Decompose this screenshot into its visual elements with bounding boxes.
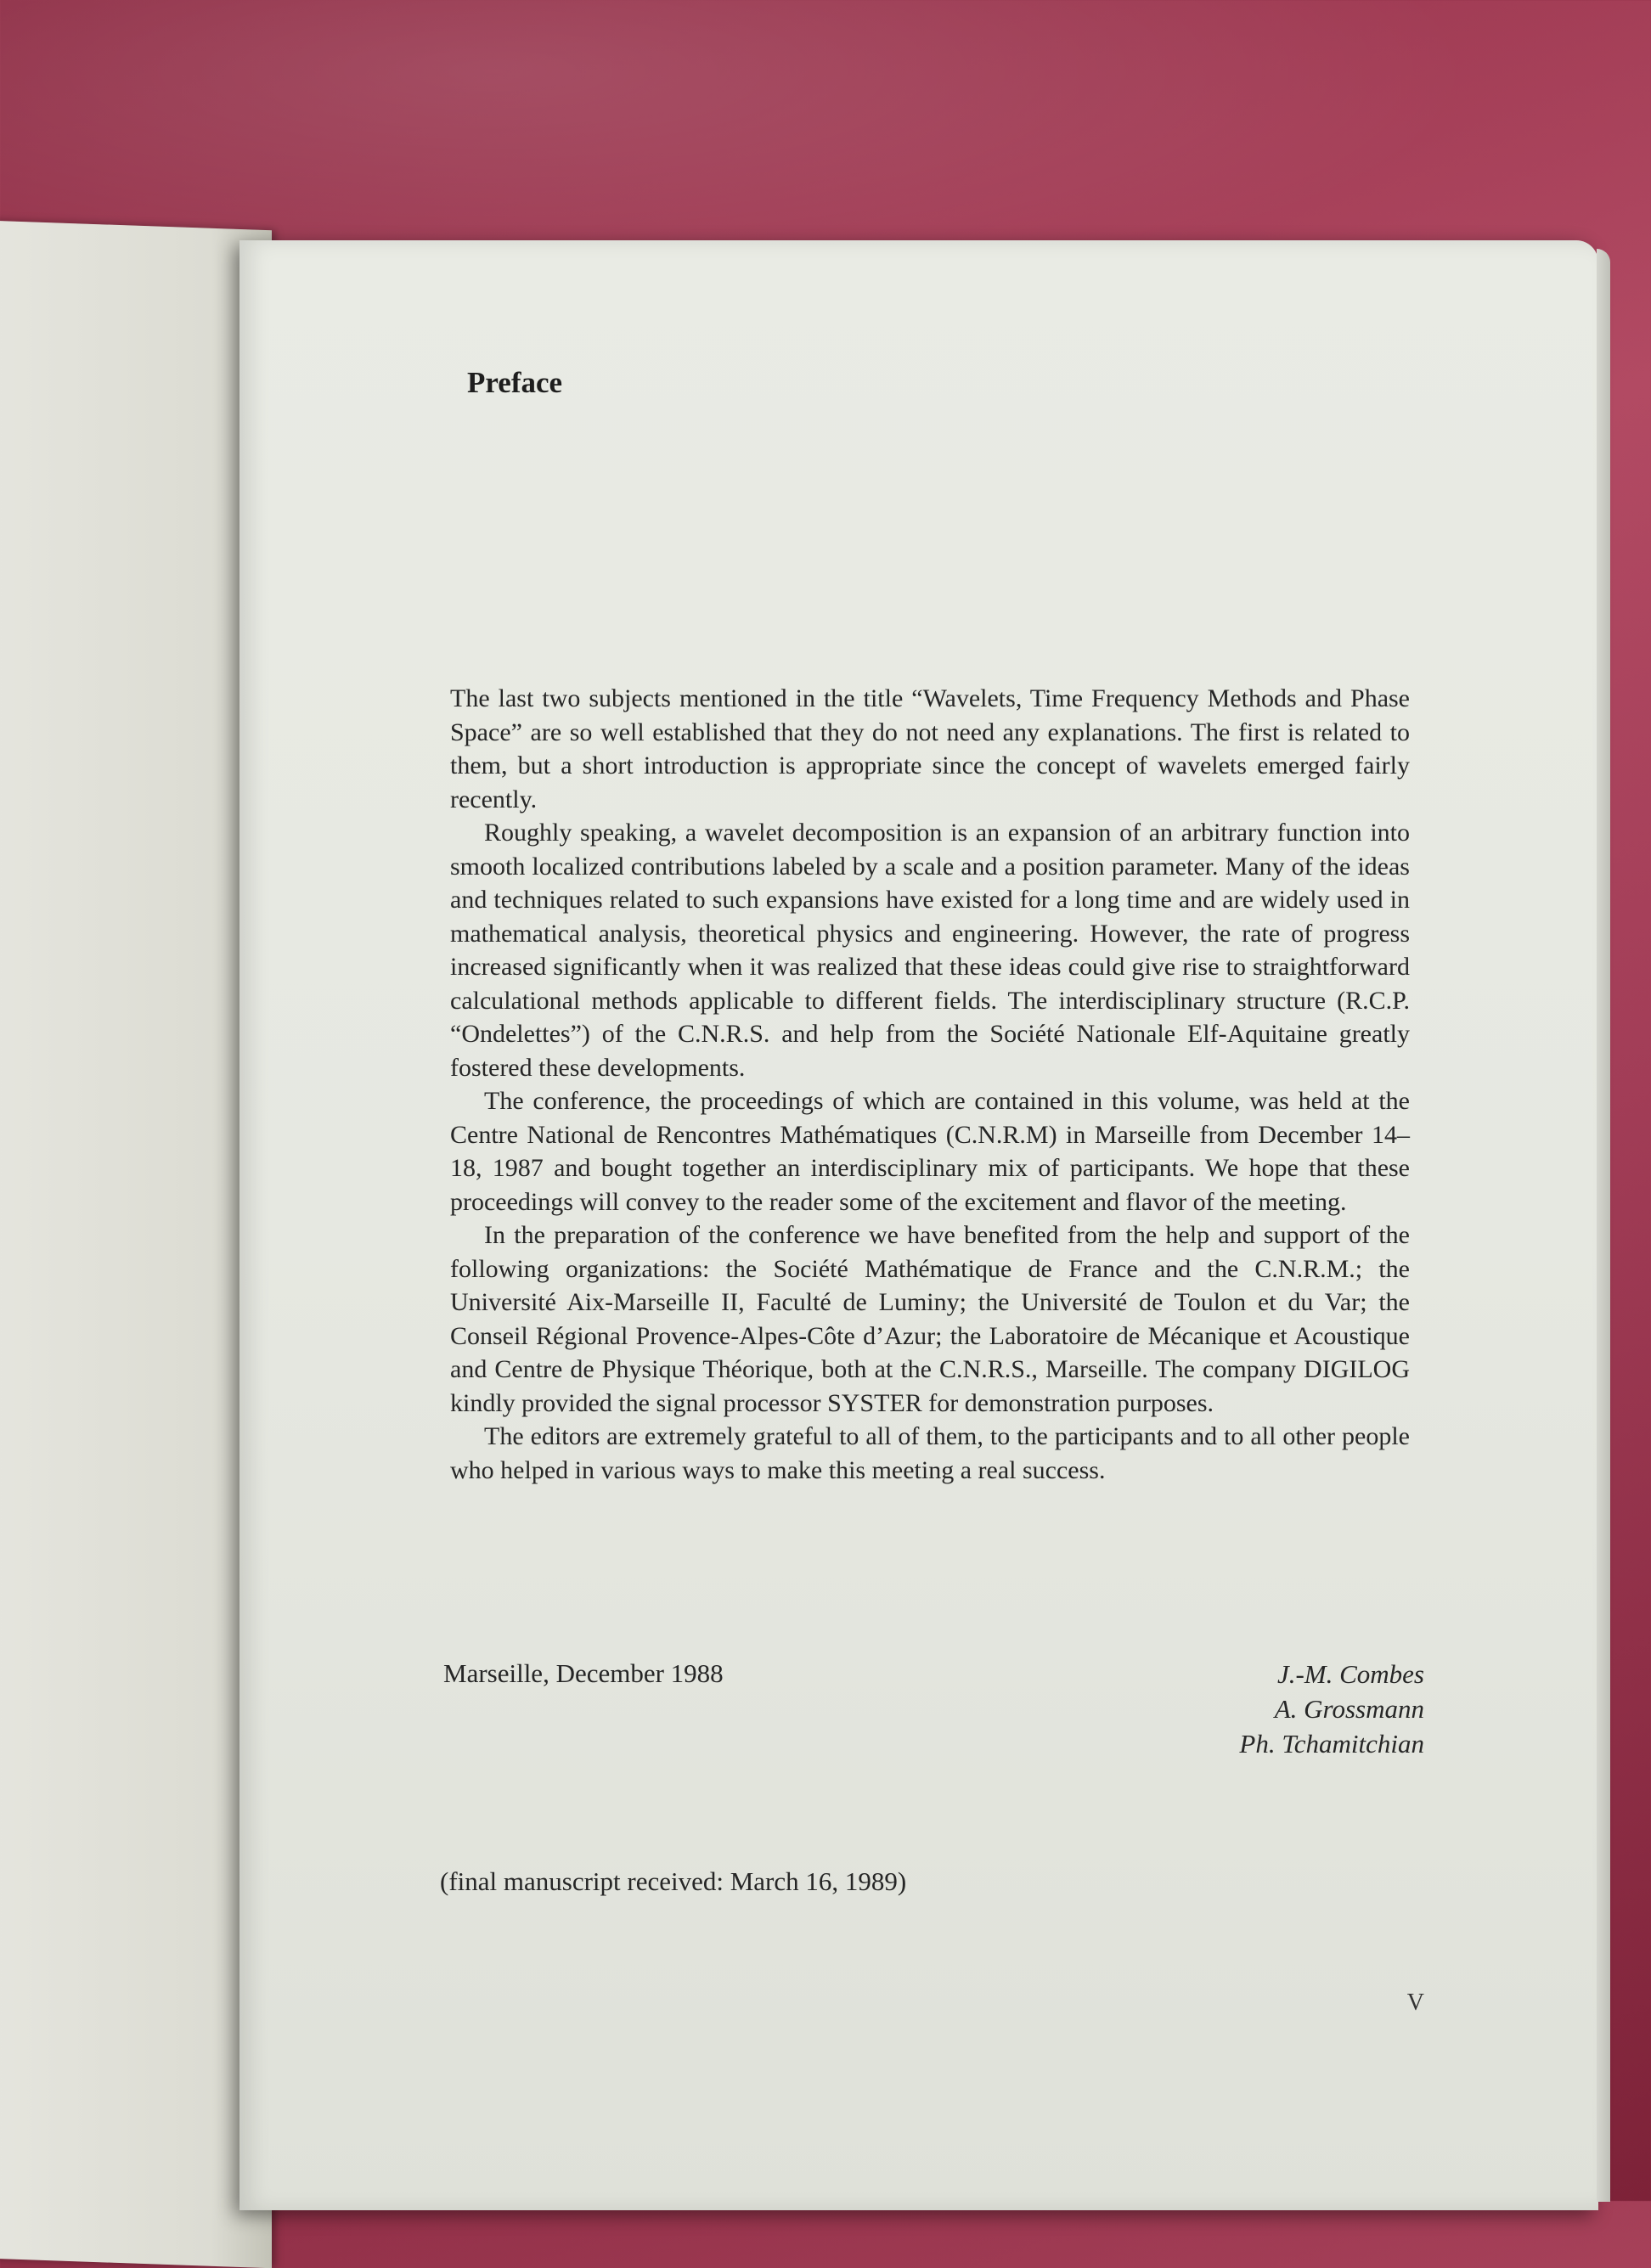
page-number: V bbox=[1406, 1989, 1424, 2016]
signatory-name: Ph. Tchamitchian bbox=[1239, 1729, 1424, 1759]
signatory-name: A. Grossmann bbox=[1274, 1694, 1424, 1724]
paragraph: The editors are extremely grateful to all of them, to the participants and to all other people who helped in various ways to make this meeting a real success. bbox=[450, 1422, 1410, 1484]
paragraph: Roughly speaking, a wavelet decomposition is an expansion of an arbitrary function into smooth localized contributions labeled by a scale and a position parameter. Many of the ideas and techniques related to such expansions have existed for a long time and are widely used in mathematical analysis, theoretical physics and engineering. However, the rate of progress increased significantly when it was realized that these ideas could give rise to straightforward calculational methods applicable to different fields. The interdisciplinary structure (R.C.P. “Ondelettes”) of the C.N.R.S. and help from the Société Nationale Elf-Aquitaine greatly fostered these developments. bbox=[450, 819, 1410, 1082]
book-page bbox=[239, 240, 1598, 2210]
paragraph: The last two subjects mentioned in the title “Wavelets, Time Frequency Methods and Phase Space” are so well established that they do not need any explanations. The first is related to them, but a short introduction is appropriate since the concept of wavelets emerged fairly recently. bbox=[450, 684, 1410, 813]
page-title: Preface bbox=[467, 366, 563, 399]
signatory-name: J.-M. Combes bbox=[1276, 1659, 1424, 1689]
place-and-date: Marseille, December 1988 bbox=[443, 1658, 724, 1688]
signatories bbox=[1239, 1657, 1424, 1761]
page-edge bbox=[1597, 249, 1610, 2202]
preface-body bbox=[450, 682, 1410, 1487]
manuscript-received-note: (final manuscript received: March 16, 1989) bbox=[440, 1866, 907, 1896]
left-facing-page bbox=[0, 220, 272, 2268]
paragraph: The conference, the proceedings of which are contained in this volume, was held at the Centre National de Rencontres Mathématiques (C.N.R.M) in Marseille from December 14–18, 1987 and bought together an interdisciplinary mix of participants. We hope that these proceedings will convey to the reader some of the excitement and flavor of the meeting. bbox=[450, 1087, 1410, 1216]
paragraph: In the preparation of the conference we have benefited from the help and support of the following organizations: the Société Mathématique de France and the C.N.R.M.; the Université Aix-Marseille II, Faculté de Luminy; the Université de Toulon et du Var; the Conseil Régional Provence-Alpes-Côte d’Azur; the Laboratoire de Mécanique et Acoustique and Centre de Physique Théorique, both at the C.N.R.S., Marseille. The company DIGILOG kindly provided the signal processor SYSTER for demonstration purposes. bbox=[450, 1221, 1410, 1417]
